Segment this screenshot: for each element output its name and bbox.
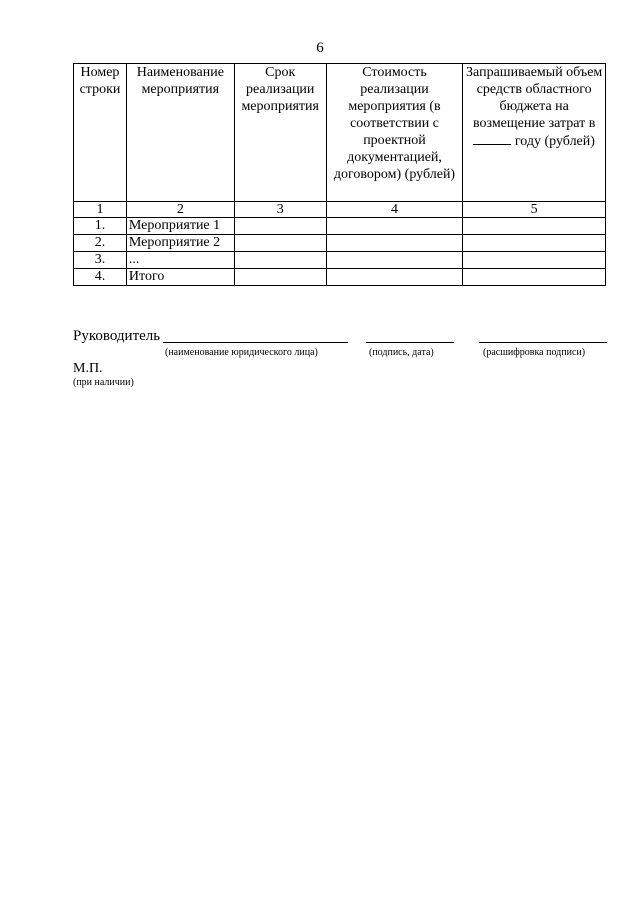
stamp-label: М.П. [73, 361, 103, 376]
measures-table [73, 63, 606, 286]
stamp-note: (при наличии) [73, 377, 134, 388]
table-row [74, 269, 606, 286]
empty-cell [463, 235, 606, 252]
signature-decoding-line [479, 342, 607, 343]
empty-cell [326, 252, 463, 269]
empty-cell [234, 252, 326, 269]
measure-name: Мероприятие 1 [126, 218, 234, 235]
signature-date-caption: (подпись, дата) [369, 347, 434, 358]
signature-date-line [366, 342, 454, 343]
row-number: 2. [74, 235, 127, 252]
header-requested-amount-tail: году (рублей) [514, 134, 595, 149]
table-row [74, 235, 606, 252]
organization-name-caption: (наименование юридического лица) [165, 347, 318, 358]
row-number: 4. [74, 269, 127, 286]
header-term: Срок реализации мероприятия [234, 64, 326, 202]
column-number: 1 [74, 202, 127, 218]
table-row [74, 218, 606, 235]
empty-cell [463, 252, 606, 269]
organization-name-line [163, 342, 348, 343]
empty-cell [326, 269, 463, 286]
empty-cell [463, 269, 606, 286]
empty-cell [234, 218, 326, 235]
year-blank [473, 132, 511, 145]
header-row-number: Номер строки [74, 64, 127, 202]
empty-cell [326, 218, 463, 235]
signature-label: Руководитель [73, 328, 161, 344]
column-number: 2 [126, 202, 234, 218]
signature-block [73, 328, 613, 368]
empty-cell [463, 218, 606, 235]
empty-cell [326, 235, 463, 252]
row-number: 1. [74, 218, 127, 235]
header-measure-name: Наименование мероприятия [126, 64, 234, 202]
column-number: 5 [463, 202, 606, 218]
column-number-row [74, 202, 606, 218]
empty-cell [234, 235, 326, 252]
measure-name: Мероприятие 2 [126, 235, 234, 252]
page-number: 6 [316, 40, 324, 56]
header-row [74, 64, 606, 202]
header-requested-amount [463, 64, 606, 202]
column-number: 4 [326, 202, 463, 218]
header-requested-amount-text: Запрашиваемый объем средств областного бюджета на возмещение затрат в [466, 65, 603, 131]
signature-decoding-caption: (расшифровка подписи) [483, 347, 586, 358]
table-row [74, 252, 606, 269]
measure-name: Итого [126, 269, 234, 286]
measure-name: ... [126, 252, 234, 269]
empty-cell [234, 269, 326, 286]
column-number: 3 [234, 202, 326, 218]
row-number: 3. [74, 252, 127, 269]
header-cost: Стоимость реализации мероприятия (в соответствии с проектной документацией, договором) (рублей) [326, 64, 463, 202]
